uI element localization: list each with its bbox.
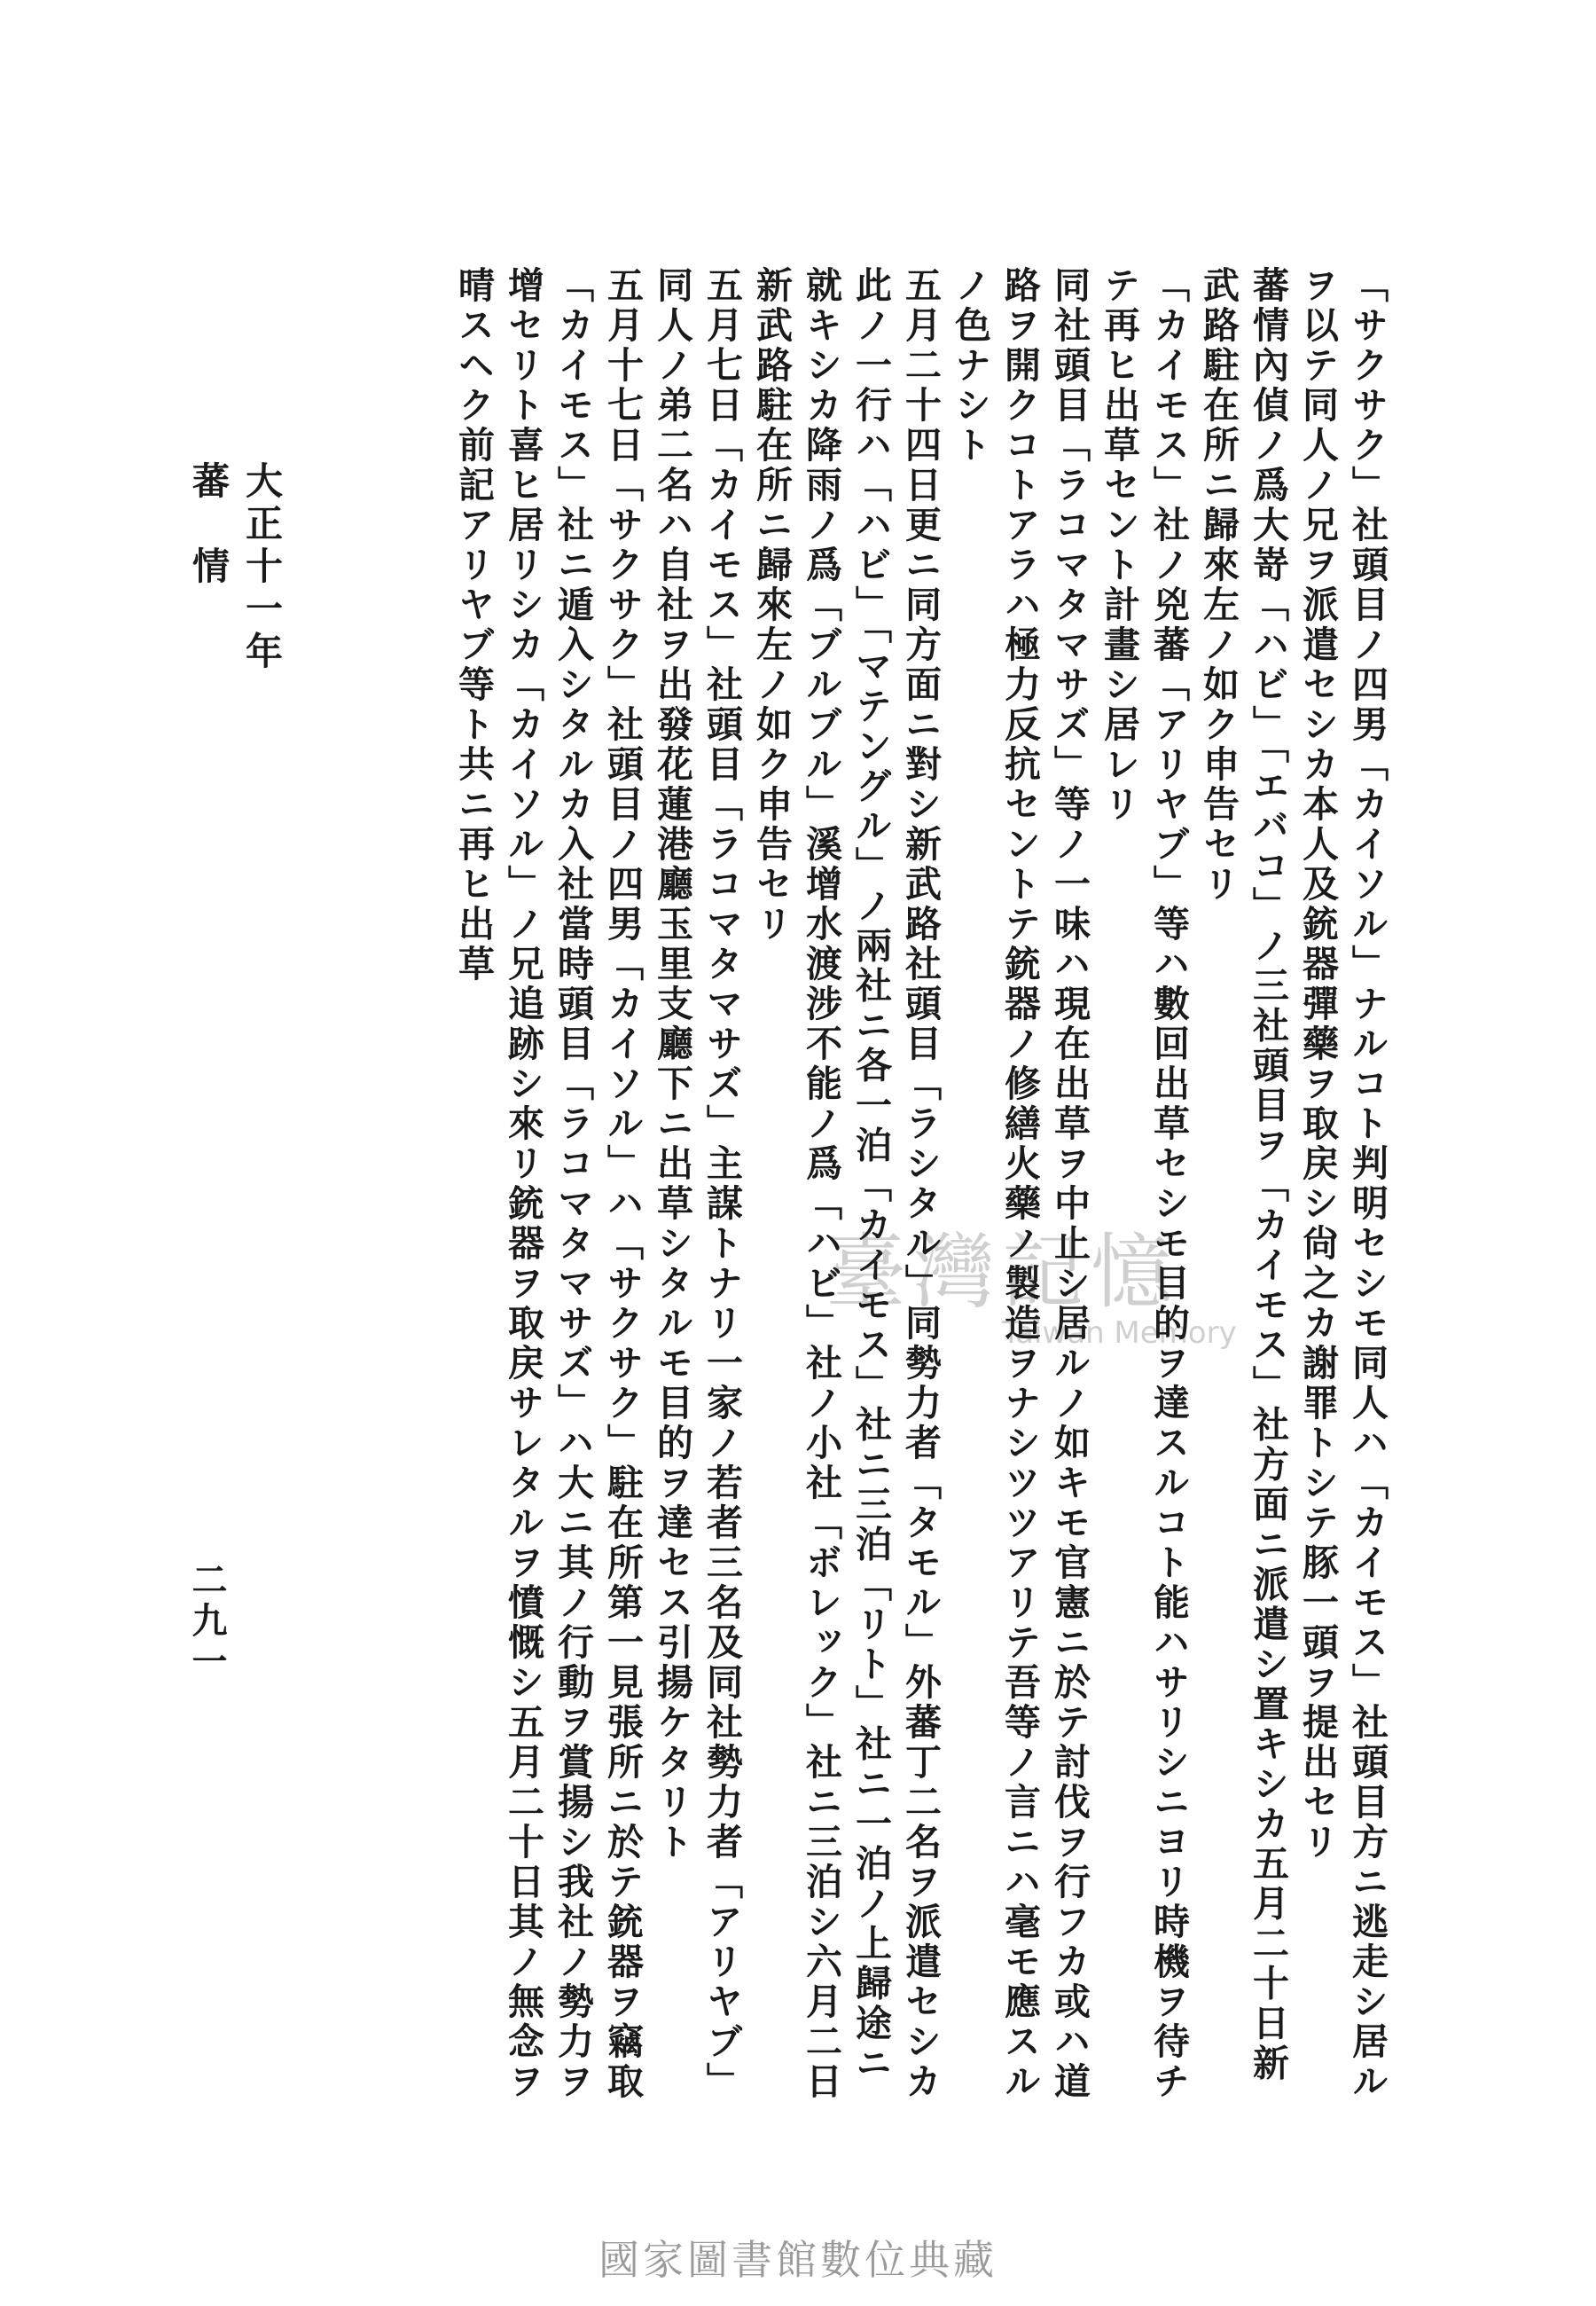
paragraph: 同社頭目「ラコマタマサズ」等ノ一味ハ現在出草ヲ中止シ居ルノ如キモ官憲ニ於テ討伐ヲ行フカ或ハ道路ヲ開クコトアラハ極力反抗セントテ銃器ノ修繕火藥ノ製造ヲナシツツアリテ吾等ノ言ニハ毫モ應スルノ色ナシト	[949, 266, 1091, 2102]
page-number: 二九一	[186, 1561, 228, 1683]
paragraph: 蕃情內偵ノ爲大嵜「ハビ」「エバコ」ノ三社頭目ヲ「カイモス」社方面ニ派遣シ置キシカ五月二十日新武路駐在所ニ歸來左ノ如ク申告セリ	[1197, 266, 1289, 2084]
running-head-title: 蕃 情	[187, 461, 231, 589]
paragraph: 五月七日「カイモス」社頭目「ラコマタマサズ」主謀トナリ一家ノ若者三名及同社勢力者「アリヤブ」同人ノ弟二名ハ自社ヲ出發花蓮港廳玉里支廳下ニ出草シタルモ目的ヲ達セス引揚ケタリト	[651, 266, 743, 2102]
running-head	[182, 461, 288, 834]
paragraph: 五月二十四日更ニ同方面ニ對シ新武路社頭目「ラシタル」同勢力者「タモル」外蕃丁二名ヲ派遣セシカ此ノ一行ハ「ハビ」「マテングル」ノ兩社ニ各一泊「カイモス」社ニ三泊「リト」社ニ一泊ノ上歸途ニ就キシカ降雨ノ爲「ブルブル」溪增水渡涉不能ノ爲「ハビ」社ノ小社「ボレック」社ニ三泊シ六月二日新武路駐在所ニ歸來左ノ如ク申告セリ	[750, 266, 942, 2102]
watermark-en-text: Taiwan Memory	[1002, 1315, 1237, 1351]
paragraph: 五月十七日「サクサク」社頭目ノ四男「カイソル」ハ「サクサク」駐在所第一見張所ニ於テ銃器ヲ竊取「カイモス」社ニ遁入シタルカ入社當時頭目「ラコマタマサズ」ハ大ニ其ノ行動ヲ賞揚シ我社ノ勢力ヲ增セリト喜ヒ居リシカ「カイソル」ノ兄追跡シ來リ銃器ヲ取戻サレタルヲ憤慨シ五月二十日其ノ無念ヲ晴スヘク前記アリヤブ等ト共ニ再ヒ出草	[452, 266, 644, 2102]
running-head-year: 大正十一年	[240, 461, 284, 674]
paragraph: 「サクサク」社頭目ノ四男「カイソル」ナルコト判明セシモ同人ハ「カイモス」社頭目方ニ逃走シ居ルヲ以テ同人ノ兄ヲ派遣セシカ本人及銃器彈藥ヲ取戻シ尙之カ謝罪トシテ豚一頭ヲ提出セリ	[1296, 266, 1389, 2102]
watermark-cjk-text: 臺灣記憶	[825, 1225, 1180, 1320]
paragraph: 「カイモス」社ノ兇蕃「アリヤブ」等ハ數回出草セシモ目的ヲ達スルコト能ハサリシニヨリ時機ヲ待チテ再ヒ出草セント計畫シ居レリ	[1098, 266, 1190, 2102]
library-footer: 國家圖書館數位典藏	[598, 2236, 998, 2284]
body-text	[186, 266, 1392, 2120]
